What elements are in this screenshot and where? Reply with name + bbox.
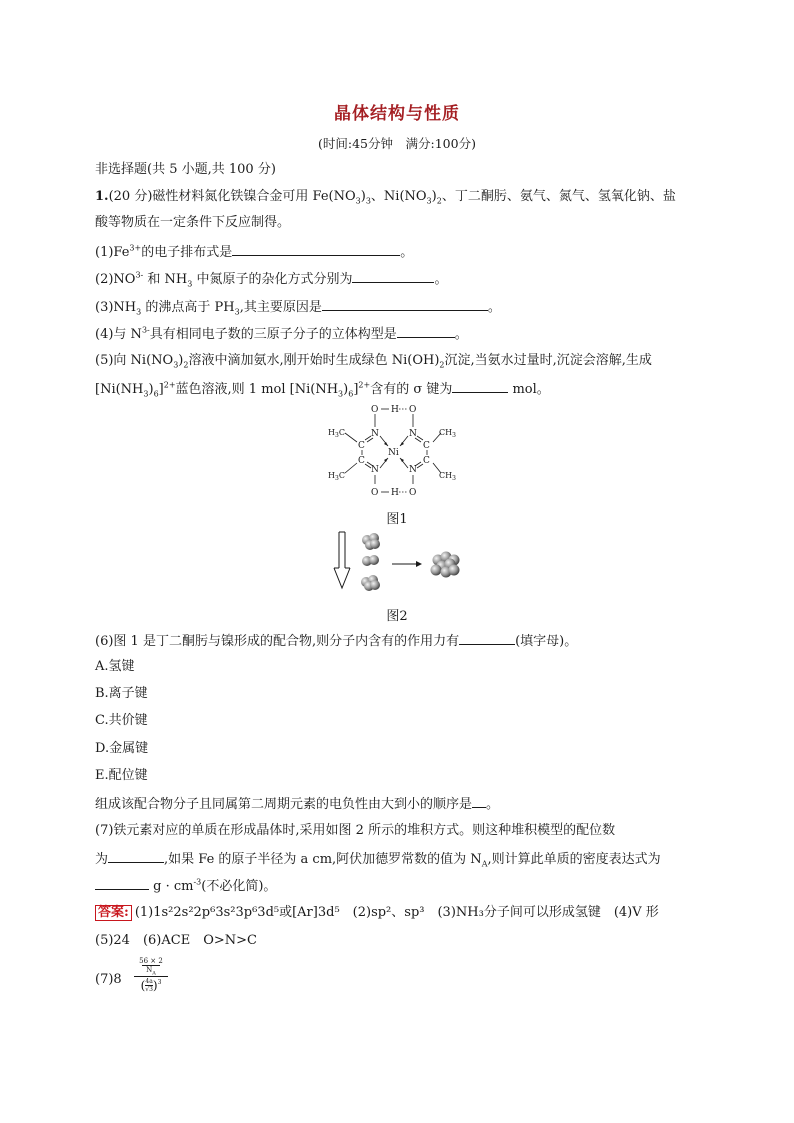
figure-2-caption: 图2 [386, 609, 408, 624]
option-d[interactable]: D.金属键 [95, 741, 149, 756]
answer-blank[interactable] [322, 298, 488, 311]
atom-c: C [423, 441, 430, 451]
figure-1-structure [325, 400, 470, 500]
q1-part7-line2: 为 ,如果 Fe 的原子半径为 a cm,阿伏加德罗常数的值为 $N_A$,则计算此单质的密度表达式为 [95, 852, 661, 869]
q1-part4: (4)与 $N^{3-}$具有相同电子数的三原子分子的立体构型是 。 [95, 325, 468, 342]
answer-blank[interactable] [232, 243, 400, 256]
figure-2-stacking [330, 528, 470, 594]
option-a[interactable]: A.氢键 [95, 659, 135, 674]
answer-line-3: (7)8 [95, 972, 122, 987]
atom-o: O [409, 405, 417, 415]
svg-text:CH3: $CH_3$ [439, 471, 456, 482]
answer-line-1: 答案: (1)1s²2s²2p⁶3s²3p⁶3d⁵或[Ar]3d⁵ (2)sp²、sp³ (3)NH₃分子间可以形成氢键 (4)V 形 [95, 905, 659, 921]
exam-info: (时间:45分钟 满分:100分) [318, 136, 476, 151]
atom-o: O [371, 405, 379, 415]
q1-part3: $(3)NH_3$ 的沸点高于 $PH_3$,其主要原因是 。 [95, 300, 501, 317]
right-arrow-icon [392, 561, 422, 567]
answer-blank[interactable] [472, 795, 486, 808]
q1-part6-line2: 组成该配合物分子且同属第二周期元素的电负性由大到小的顺序是 。 [95, 797, 500, 812]
question-number: 1. [95, 189, 109, 204]
answer-blank[interactable] [352, 270, 434, 283]
answer-blank[interactable] [95, 877, 149, 890]
q1-part7-line3: $g \cdot cm^{-3}$(不必化简)。 [95, 877, 276, 895]
q1-intro: 1.(20 分)磁性材料氮化铁镍合金可用 $Fe(NO_3)_3$、$Ni(NO_3)_2$、丁二酮肟、氨气、氮气、氢氧化钠、盐 [95, 189, 676, 206]
atom-c: C [423, 456, 430, 466]
down-arrow-icon [334, 532, 350, 588]
q1-part2: $(2)NO^{3-}$ 和 $NH_3$ 中氮原子的杂化方式分别为 。 [95, 270, 448, 289]
atom-o: O [371, 488, 379, 498]
atom-h: H [391, 488, 399, 498]
density-formula: 56 × 2 $N_A$ ( $\frac{4a}{√3}$ )$^3$ [134, 957, 168, 993]
answer-line-2: (5)24 (6)ACE O>N>C [95, 933, 257, 948]
svg-text:H3C: $H_3C$ [328, 471, 345, 482]
svg-text:CH3: $CH_3$ [439, 428, 456, 439]
option-c[interactable]: C.共价键 [95, 713, 148, 728]
atom-n: N [371, 429, 379, 439]
section-heading: 非选择题(共 5 小题,共 100 分) [95, 162, 276, 177]
svg-text:H3C: $H_3C$ [328, 428, 345, 439]
atom-c: C [358, 441, 365, 451]
answer-blank[interactable] [459, 632, 515, 645]
atom-c: C [358, 456, 365, 466]
atom-n: N [409, 465, 417, 475]
q1-part5: (5)向 $Ni(NO_3)_2$溶液中滴加氨水,刚开始时生成绿色 $Ni(OH)_2$沉淀,当氨水过量时,沉淀会溶解,生成 [95, 353, 652, 370]
q1-part7: (7)铁元素对应的单质在形成晶体时,采用如图 2 所示的堆积方式。则这种堆积模型的配位数 [95, 823, 616, 838]
atom-ni: Ni [388, 448, 399, 458]
q1-part1: $(1)Fe^{3+}$的电子排布式是 。 [95, 243, 414, 260]
option-e[interactable]: E.配位键 [95, 768, 148, 783]
answer-blank[interactable] [397, 325, 455, 338]
page-title: 晶体结构与性质 [334, 104, 460, 124]
q1-intro-line2: 酸等物质在一定条件下反应制得。 [95, 215, 291, 230]
atom-n: N [371, 465, 379, 475]
answer-label: 答案: [95, 905, 132, 921]
atom-o: O [409, 488, 417, 498]
q1-part6: (6)图 1 是丁二酮肟与镍形成的配合物,则分子内含有的作用力有 (填字母)。 [95, 634, 578, 649]
option-b[interactable]: B.离子键 [95, 686, 148, 701]
q1-part5-line2: $[Ni(NH_3)_6]^{2+}$蓝色溶液,则 1 mol $[Ni(NH_3)_6]^{2+}$含有的 σ 键为 mol。 [95, 380, 550, 399]
figure-1-caption: 图1 [386, 512, 408, 527]
atom-h: H [391, 405, 399, 415]
answer-blank[interactable] [108, 850, 164, 863]
atom-n: N [409, 429, 417, 439]
answer-blank[interactable] [452, 380, 508, 393]
